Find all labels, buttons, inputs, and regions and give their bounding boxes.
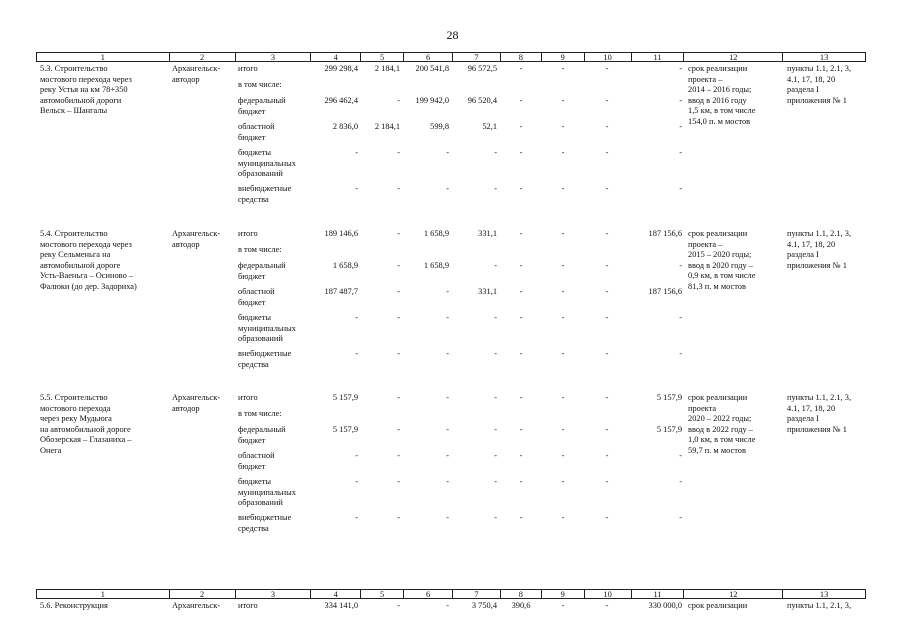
value-col-8: - bbox=[519, 477, 523, 486]
header-col-11: 11 bbox=[631, 53, 684, 61]
value-col-10: - bbox=[605, 313, 609, 322]
value-col-7: 96 520,4 bbox=[467, 96, 497, 105]
value-col-7: 96 572,5 bbox=[467, 64, 497, 73]
value-col-7: - bbox=[494, 425, 497, 434]
value-col-11: - bbox=[679, 96, 682, 105]
value-col-11: 5 157,9 bbox=[656, 393, 682, 402]
value-col-9: - bbox=[561, 451, 565, 460]
value-col-7: - bbox=[494, 393, 497, 402]
value-col-5: - bbox=[397, 148, 400, 157]
header-col-13: 13 bbox=[782, 53, 865, 61]
value-col-6: 199 942,0 bbox=[415, 96, 449, 105]
value-col-4: - bbox=[355, 451, 358, 460]
value-col-6: - bbox=[446, 393, 449, 402]
value-col-6: - bbox=[446, 451, 449, 460]
value-col-9: - bbox=[561, 122, 565, 131]
value-col-8: - bbox=[519, 96, 523, 105]
value-col-5: - bbox=[397, 393, 400, 402]
value-col-8: - bbox=[519, 313, 523, 322]
header-col-3: 3 bbox=[235, 590, 311, 598]
header-col-13: 13 bbox=[782, 590, 865, 598]
value-col-4: - bbox=[355, 477, 358, 486]
value-col-10: - bbox=[605, 451, 609, 460]
value-col-11: 5 157,9 bbox=[656, 425, 682, 434]
value-col-4: - bbox=[355, 513, 358, 522]
value-col-4: 334 141,0 bbox=[324, 601, 358, 610]
value-col-11: 187 156,6 bbox=[648, 287, 682, 296]
value-col-7: - bbox=[494, 313, 497, 322]
executor: Архангельск- bbox=[172, 601, 221, 610]
value-col-9: - bbox=[561, 287, 565, 296]
implementation-note: срок реализации bbox=[688, 601, 748, 610]
value-col-4: - bbox=[355, 148, 358, 157]
funding-source-label: бюджеты муниципальных образований bbox=[238, 313, 296, 343]
value-col-9: - bbox=[561, 425, 565, 434]
executor: Архангельск- автодор bbox=[172, 393, 221, 413]
value-col-10: - bbox=[605, 425, 609, 434]
value-col-10: - bbox=[605, 148, 609, 157]
funding-source-label: внебюджетные средства bbox=[238, 349, 292, 369]
value-col-8: - bbox=[519, 287, 523, 296]
value-col-4: 189 146,6 bbox=[324, 229, 358, 238]
value-col-6: 1 658,9 bbox=[423, 261, 449, 270]
funding-source-label: областной бюджет bbox=[238, 122, 275, 142]
table-header-top bbox=[36, 52, 866, 62]
value-col-11: - bbox=[679, 184, 682, 193]
value-col-5: - bbox=[397, 313, 400, 322]
value-col-5: - bbox=[397, 287, 400, 296]
value-col-9: - bbox=[561, 261, 565, 270]
value-col-10: - bbox=[605, 64, 609, 73]
reference-items: пункты 1.1, 2.1, 3, 4.1, 17, 18, 20 раздела I приложения № 1 bbox=[787, 64, 852, 105]
value-col-10: - bbox=[605, 122, 609, 131]
header-col-11: 11 bbox=[631, 590, 684, 598]
value-col-8: - bbox=[519, 184, 523, 193]
value-col-5: - bbox=[397, 425, 400, 434]
value-col-5: - bbox=[397, 96, 400, 105]
funding-source-label: итого bbox=[238, 64, 258, 73]
value-col-11: - bbox=[679, 261, 682, 270]
value-col-8: - bbox=[519, 122, 523, 131]
value-col-5: - bbox=[397, 451, 400, 460]
funding-source-label: федеральный бюджет bbox=[238, 425, 286, 445]
header-col-10: 10 bbox=[584, 53, 631, 61]
value-col-6: - bbox=[446, 287, 449, 296]
header-col-9: 9 bbox=[541, 53, 584, 61]
value-col-11: - bbox=[679, 349, 682, 358]
value-col-6: - bbox=[446, 425, 449, 434]
header-col-7: 7 bbox=[452, 590, 500, 598]
value-col-6: - bbox=[446, 184, 449, 193]
value-col-9: - bbox=[561, 313, 565, 322]
value-col-5: 2 184,1 bbox=[374, 64, 400, 73]
page-number: 28 bbox=[446, 28, 459, 42]
header-col-1: 1 bbox=[100, 590, 105, 599]
value-col-8: - bbox=[519, 261, 523, 270]
header-col-12: 12 bbox=[683, 53, 782, 61]
implementation-note: срок реализации проекта 2020 – 2022 годы; ввод в 2022 году – 1,0 км, в том числе 59,7 п. м мостов bbox=[688, 393, 756, 455]
value-col-11: - bbox=[679, 64, 682, 73]
header-col-4: 4 bbox=[310, 590, 360, 598]
funding-source-label: в том числе: bbox=[238, 80, 282, 89]
value-col-10: - bbox=[605, 96, 609, 105]
value-col-5: - bbox=[397, 229, 400, 238]
value-col-6: - bbox=[446, 601, 449, 610]
funding-source-label: итого bbox=[238, 393, 258, 402]
value-col-8: - bbox=[519, 513, 523, 522]
section-name: 5.3. Строительство мостового перехода через реку Устья на км 78+350 автомобильной дороги Вельск – Шангалы bbox=[40, 64, 132, 115]
funding-source-label: федеральный бюджет bbox=[238, 96, 286, 116]
value-col-4: 296 462,4 bbox=[324, 96, 358, 105]
value-col-7: - bbox=[494, 184, 497, 193]
header-col-12: 12 bbox=[683, 590, 782, 598]
funding-source-label: бюджеты муниципальных образований bbox=[238, 477, 296, 507]
value-col-11: - bbox=[679, 313, 682, 322]
executor: Архангельск- автодор bbox=[172, 64, 221, 84]
value-col-6: - bbox=[446, 313, 449, 322]
value-col-11: - bbox=[679, 477, 682, 486]
value-col-5: - bbox=[397, 184, 400, 193]
value-col-9: - bbox=[561, 601, 565, 610]
value-col-7: - bbox=[494, 148, 497, 157]
implementation-note: срок реализации проекта – 2014 – 2016 годы; ввод в 2016 году 1,5 км, в том числе 154,0 п. м мостов bbox=[688, 64, 756, 126]
table-header-bottom bbox=[36, 589, 866, 599]
value-col-10: - bbox=[605, 393, 609, 402]
value-col-6: - bbox=[446, 349, 449, 358]
funding-source-label: в том числе: bbox=[238, 409, 282, 418]
value-col-6: - bbox=[446, 148, 449, 157]
value-col-4: - bbox=[355, 313, 358, 322]
value-col-9: - bbox=[561, 184, 565, 193]
value-col-7: - bbox=[494, 513, 497, 522]
value-col-8: - bbox=[519, 393, 523, 402]
value-col-8: 390,6 bbox=[511, 601, 531, 610]
funding-source-label: в том числе: bbox=[238, 245, 282, 254]
value-col-5: 2 184,1 bbox=[374, 122, 400, 131]
value-col-9: - bbox=[561, 148, 565, 157]
header-col-7: 7 bbox=[452, 53, 500, 61]
value-col-4: 299 298,4 bbox=[324, 64, 358, 73]
value-col-8: - bbox=[519, 229, 523, 238]
value-col-10: - bbox=[605, 287, 609, 296]
value-col-9: - bbox=[561, 477, 565, 486]
value-col-5: - bbox=[397, 349, 400, 358]
funding-source-label: итого bbox=[238, 229, 258, 238]
value-col-11: 330 000,0 bbox=[648, 601, 682, 610]
value-col-7: - bbox=[494, 261, 497, 270]
value-col-9: - bbox=[561, 393, 565, 402]
value-col-9: - bbox=[561, 229, 565, 238]
value-col-5: - bbox=[397, 601, 400, 610]
value-col-10: - bbox=[605, 513, 609, 522]
value-col-11: 187 156,6 bbox=[648, 229, 682, 238]
header-col-6: 6 bbox=[403, 590, 452, 598]
value-col-5: - bbox=[397, 261, 400, 270]
value-col-5: - bbox=[397, 477, 400, 486]
value-col-8: - bbox=[519, 64, 523, 73]
value-col-4: 5 157,9 bbox=[332, 425, 358, 434]
value-col-10: - bbox=[605, 477, 609, 486]
value-col-4: 2 836,0 bbox=[332, 122, 358, 131]
value-col-7: - bbox=[494, 477, 497, 486]
header-col-10: 10 bbox=[584, 590, 631, 598]
value-col-10: - bbox=[605, 229, 609, 238]
value-col-5: - bbox=[397, 513, 400, 522]
value-col-7: - bbox=[494, 451, 497, 460]
header-col-1: 1 bbox=[100, 53, 105, 62]
funding-source-label: итого bbox=[238, 601, 258, 610]
reference-items: пункты 1.1, 2.1, 3, 4.1, 17, 18, 20 раздела I приложения № 1 bbox=[787, 229, 852, 270]
value-col-9: - bbox=[561, 513, 565, 522]
funding-source-label: федеральный бюджет bbox=[238, 261, 286, 281]
value-col-4: 187 487,7 bbox=[324, 287, 358, 296]
value-col-4: - bbox=[355, 184, 358, 193]
header-col-2: 2 bbox=[169, 53, 235, 61]
value-col-11: - bbox=[679, 513, 682, 522]
funding-source-label: внебюджетные средства bbox=[238, 513, 292, 533]
header-col-2: 2 bbox=[169, 590, 235, 598]
executor: Архангельск- автодор bbox=[172, 229, 221, 249]
header-col-8: 8 bbox=[500, 590, 541, 598]
value-col-10: - bbox=[605, 601, 609, 610]
header-col-6: 6 bbox=[403, 53, 452, 61]
section-name: 5.6. Реконструкция bbox=[40, 601, 108, 610]
value-col-9: - bbox=[561, 349, 565, 358]
implementation-note: срок реализации проекта – 2015 – 2020 годы; ввод в 2020 году – 0,9 км, в том числе 81,3 п. м мостов bbox=[688, 229, 756, 291]
value-col-11: - bbox=[679, 451, 682, 460]
value-col-7: 331,1 bbox=[478, 287, 497, 296]
reference-items: пункты 1.1, 2.1, 3, bbox=[787, 601, 852, 610]
funding-source-label: областной бюджет bbox=[238, 287, 275, 307]
value-col-4: 1 658,9 bbox=[332, 261, 358, 270]
header-col-4: 4 bbox=[310, 53, 360, 61]
value-col-8: - bbox=[519, 349, 523, 358]
value-col-6: 1 658,9 bbox=[423, 229, 449, 238]
value-col-7: 52,1 bbox=[482, 122, 497, 131]
value-col-11: - bbox=[679, 148, 682, 157]
header-col-9: 9 bbox=[541, 590, 584, 598]
value-col-10: - bbox=[605, 184, 609, 193]
value-col-8: - bbox=[519, 148, 523, 157]
section-name: 5.4. Строительство мостового перехода через реку Сельменьга на автомобильной дороге Усть-Ваеньга – Осиново – Фалюки (до дер. Задориха) bbox=[40, 229, 137, 291]
value-col-6: 200 541,8 bbox=[415, 64, 449, 73]
header-col-8: 8 bbox=[500, 53, 541, 61]
value-col-6: - bbox=[446, 477, 449, 486]
funding-source-label: бюджеты муниципальных образований bbox=[238, 148, 296, 178]
funding-source-label: областной бюджет bbox=[238, 451, 275, 471]
value-col-7: - bbox=[494, 349, 497, 358]
value-col-7: 3 750,4 bbox=[471, 601, 497, 610]
value-col-8: - bbox=[519, 451, 523, 460]
value-col-4: 5 157,9 bbox=[332, 393, 358, 402]
header-col-5: 5 bbox=[360, 590, 403, 598]
value-col-6: - bbox=[446, 513, 449, 522]
value-col-8: - bbox=[519, 425, 523, 434]
header-col-3: 3 bbox=[235, 53, 311, 61]
value-col-11: - bbox=[679, 122, 682, 131]
reference-items: пункты 1.1, 2.1, 3, 4.1, 17, 18, 20 раздела I приложения № 1 bbox=[787, 393, 852, 434]
value-col-7: 331,1 bbox=[478, 229, 497, 238]
value-col-10: - bbox=[605, 349, 609, 358]
value-col-6: 599,8 bbox=[430, 122, 449, 131]
value-col-10: - bbox=[605, 261, 609, 270]
funding-source-label: внебюджетные средства bbox=[238, 184, 292, 204]
section-name: 5.5. Строительство мостового перехода через реку Мудьюга на автомобильной дороге Обозерская – Глазаниха – Онега bbox=[40, 393, 132, 455]
header-col-5: 5 bbox=[360, 53, 403, 61]
value-col-4: - bbox=[355, 349, 358, 358]
value-col-9: - bbox=[561, 96, 565, 105]
value-col-9: - bbox=[561, 64, 565, 73]
